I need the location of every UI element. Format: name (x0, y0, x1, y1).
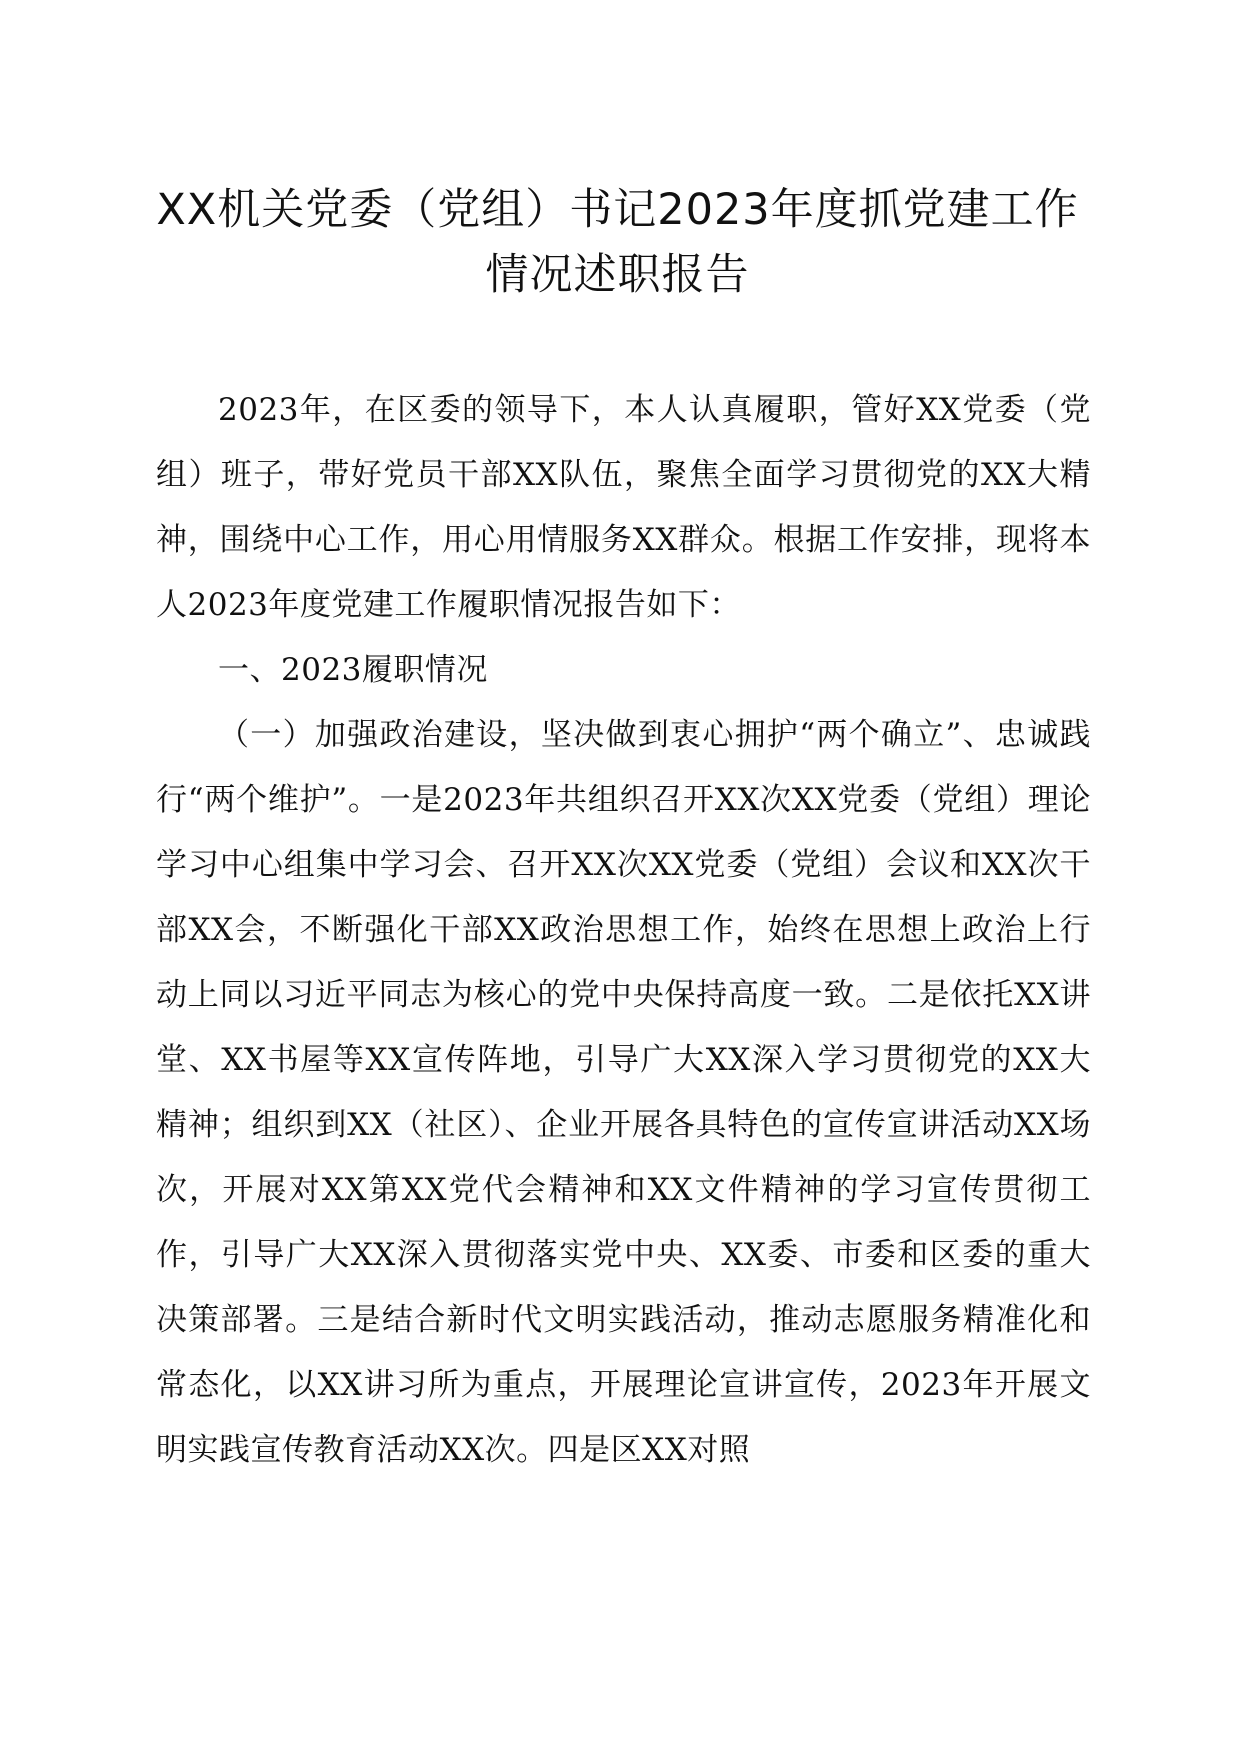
intro-paragraph: 2023年，在区委的领导下，本人认真履职，管好XX党委（党组）班子，带好党员干部XX队伍，聚焦全面学习贯彻党的XX大精神，围绕中心工作，用心用情服务XX群众。根据工作安排，现将本人2023年度党建工作履职情况报告如下： (156, 392, 1091, 623)
subsection-paragraph: （一）加强政治建设，坚决做到衷心拥护“两个确立”、忠诚践行“两个维护”。一是2023年共组织召开XX次XX党委（党组）理论学习中心组集中学习会、召开XX次XX党委（党组）会议和XX次干部XX会，不断强化干部XX政治思想工作，始终在思想上政治上行动上同以习近平同志为核心的党中央保持高度一致。二是依托XX讲堂、XX书屋等XX宣传阵地，引导广大XX深入学习贯彻党的XX大精神；组织到XX（社区）、企业开展各具特色的宣传宣讲活动XX场次，开展对XX第XX党代会精神和XX文件精神的学习宣传贯彻工作，引导广大XX深入贯彻落实党中央、XX委、市委和区委的重大决策部署。三是结合新时代文明实践活动，推动志愿服务精准化和常态化，以XX讲习所为重点，开展理论宣讲宣传，2023年开展文明实践宣传教育活动XX次。四是区XX对照 (156, 717, 1091, 1468)
section-heading: 一、2023履职情况 (218, 652, 488, 688)
document-body (156, 378, 1091, 1483)
document-title: XX机关党委（党组）书记2023年度抓党建工作情况述职报告 (156, 185, 1079, 300)
